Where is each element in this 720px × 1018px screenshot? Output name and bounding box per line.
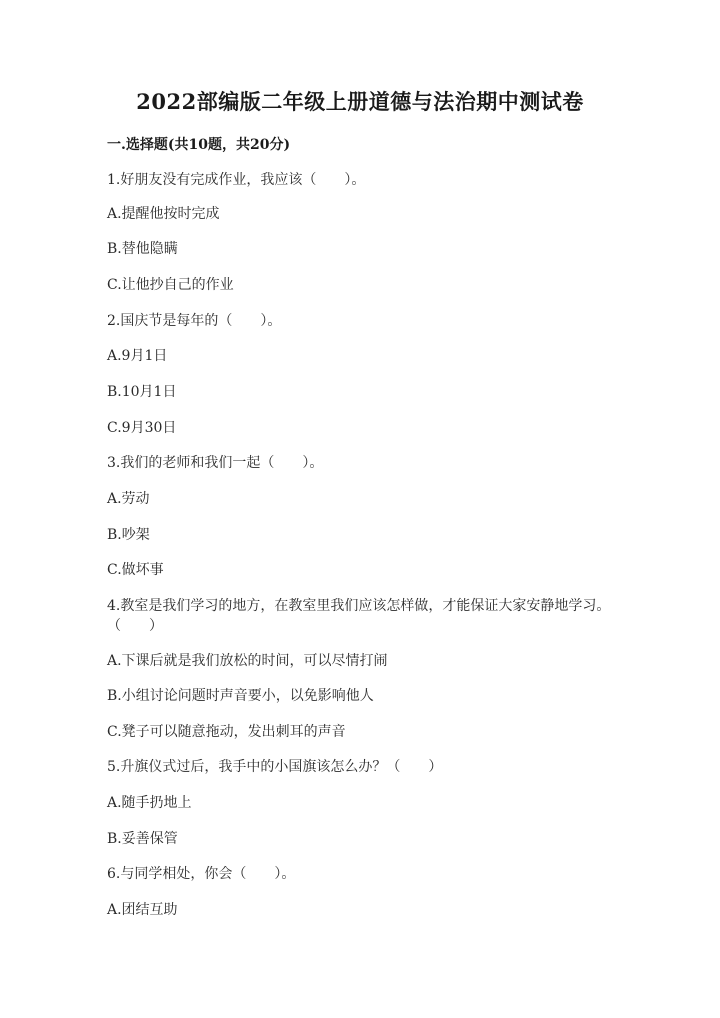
question-3-option-b: B.吵架	[107, 527, 150, 543]
question-5-option-a: A.随手扔地上	[107, 795, 192, 811]
question-2-option-b: B.10月1日	[107, 384, 177, 400]
question-1-stem: 1.好朋友没有完成作业，我应该（ ）。	[107, 172, 366, 188]
question-3-option-c: C.做坏事	[107, 562, 164, 578]
question-1-option-a: A.提醒他按时完成	[107, 206, 220, 222]
section-heading: 一.选择题(共10题，共20分)	[107, 137, 291, 153]
question-3-option-a: A.劳动	[107, 491, 150, 507]
question-2-stem: 2.国庆节是每年的（ ）。	[107, 313, 282, 329]
question-4-option-b: B.小组讨论问题时声音要小，以免影响他人	[107, 688, 374, 704]
question-2-option-c: C.9月30日	[107, 420, 177, 436]
question-1-option-b: B.替他隐瞒	[107, 241, 178, 257]
question-4-option-a: A.下课后就是我们放松的时间，可以尽情打闹	[107, 653, 388, 669]
question-2-option-a: A.9月1日	[107, 348, 168, 364]
question-5-option-b: B.妥善保管	[107, 831, 178, 847]
question-3-stem: 3.我们的老师和我们一起（ ）。	[107, 455, 324, 471]
question-4-stem: 4.教室是我们学习的地方，在教室里我们应该怎样做，才能保证大家安静地学习。（ ）	[107, 598, 611, 634]
question-1-option-c: C.让他抄自己的作业	[107, 277, 234, 293]
question-6-stem: 6.与同学相处，你会（ ）。	[107, 866, 296, 882]
question-5-stem: 5.升旗仪式过后，我手中的小国旗该怎么办？（ ）	[107, 759, 443, 775]
page-title: 2022部编版二年级上册道德与法治期中测试卷	[136, 89, 584, 114]
question-4-option-c: C.凳子可以随意拖动，发出刺耳的声音	[107, 724, 346, 740]
question-6-option-a: A.团结互助	[107, 902, 178, 918]
